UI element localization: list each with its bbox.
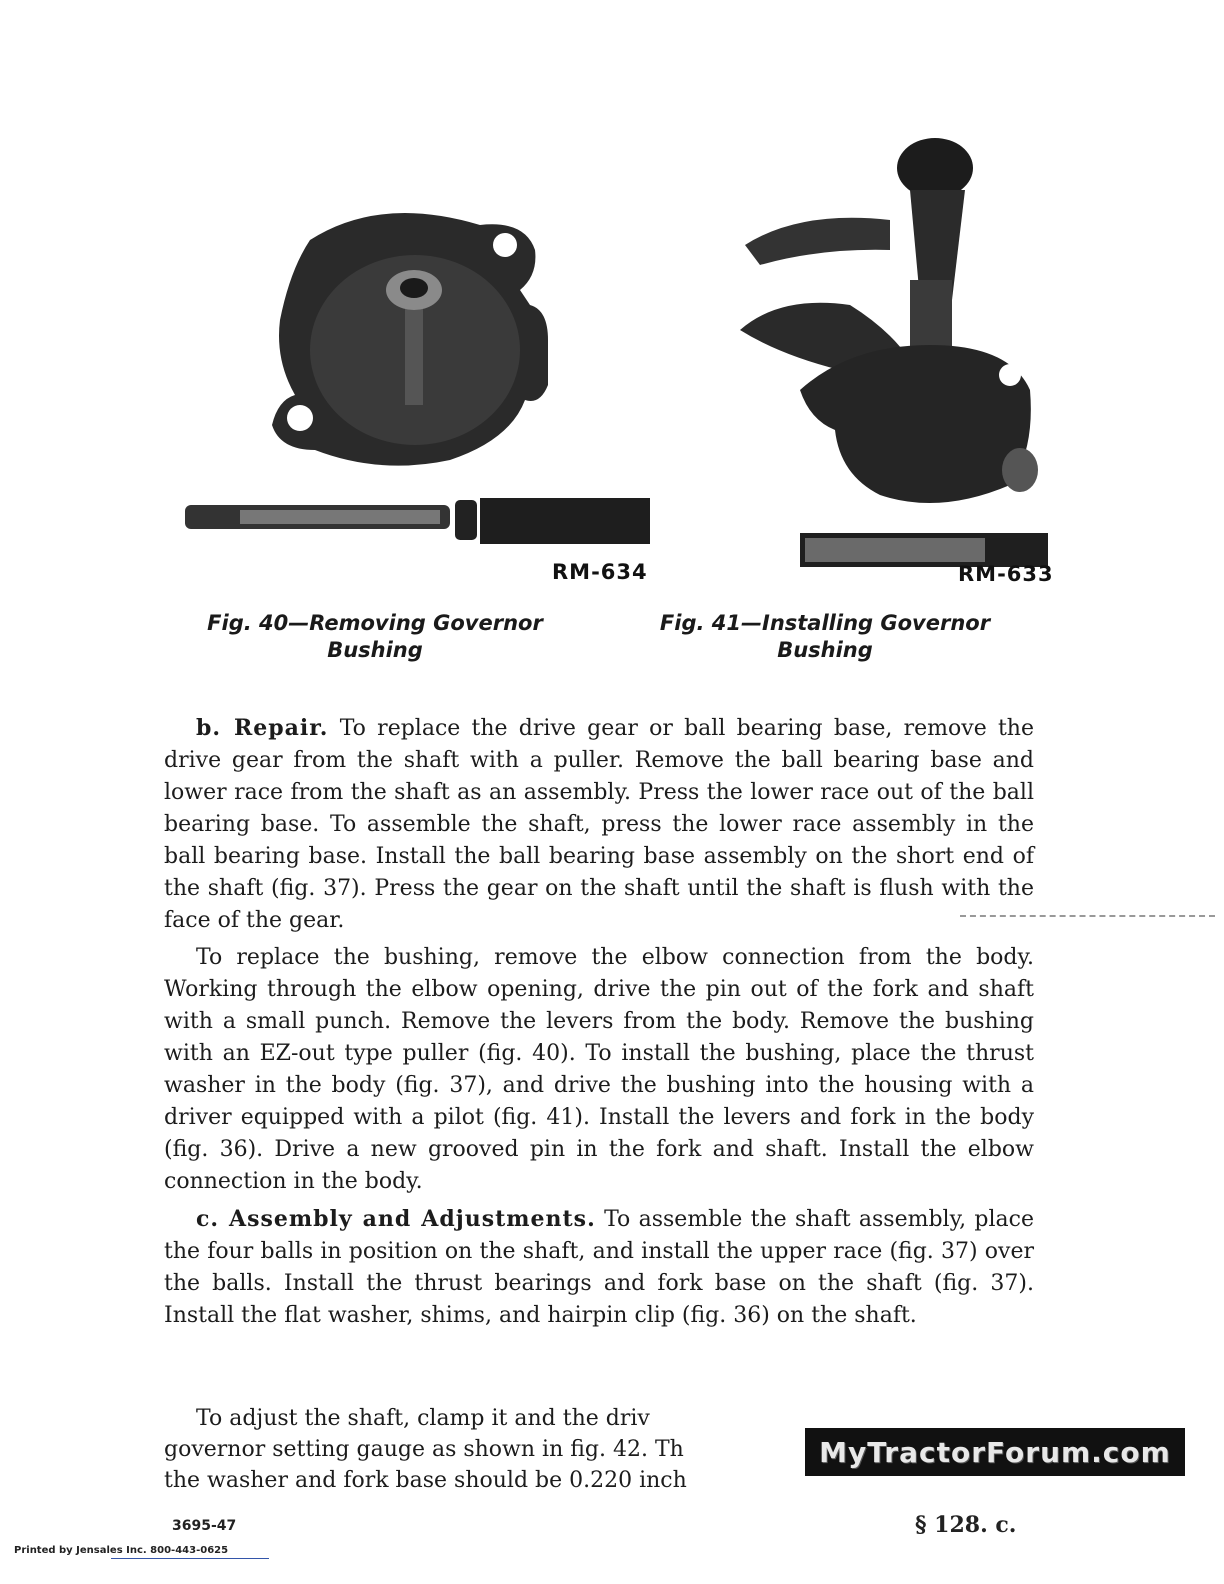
figure-40-caption-line1: Fig. 40—Removing Governor bbox=[207, 611, 543, 635]
figure-41-caption-line1: Fig. 41—Installing Governor bbox=[659, 611, 991, 635]
bushing-paragraph: To replace the bushing, remove the elbow connection from the body. Working through the elbow opening, drive the pin out of the fork and shaft with a small punch. Remove the levers from the body. Remove the bushing with an EZ-out type puller (fig. 40). To install the bushing, place the thrust washer in the body (fig. 37), and drive the bushing into the housing with a driver equipped with a pilot (fig. 41). Install the levers and fork in the body (fig. 36). Drive a new grooved pin in the fork and shaft. Install the elbow connection in the body. bbox=[164, 945, 1034, 1194]
repair-paragraph bbox=[164, 712, 1034, 937]
watermark-text: MyTractorForum.com bbox=[819, 1435, 1171, 1469]
repair-body: To replace the drive gear or ball bearing base, remove the drive gear from the shaft with a puller. Remove the ball bearing base and lower race from the shaft as an assembly. Press the lower race out of the ball bearing base. To assemble the shaft, press the lower race assembly in the ball bearing base. Install the ball bearing base assembly on the short end of the shaft (fig. 37). Press the gear on the shaft until the shaft is flush with the face of the gear. bbox=[164, 716, 1034, 933]
adjust-line-2: governor setting gauge as shown in fig. 42. Th bbox=[164, 1437, 684, 1462]
assembly-body: To assemble the shaft assembly, place the four balls in position on the shaft, and install the upper race (fig. 37) over the balls. Install the thrust bearings and fork base on the shaft (fig. 37). Install the flat washer, shims, and hairpin clip (fig. 36) on the shaft. bbox=[164, 1207, 1034, 1328]
printed-by: Printed by Jensales Inc. 800-443-0625 bbox=[14, 1545, 229, 1556]
figure-40-code: RM-634 bbox=[552, 560, 648, 584]
figure-41-photo bbox=[740, 130, 1050, 570]
assembly-heading: c. Assembly and Adjustments. bbox=[196, 1206, 596, 1232]
doc-number: 3695-47 bbox=[172, 1518, 237, 1534]
printed-by-rule bbox=[111, 1558, 269, 1559]
body-text bbox=[164, 712, 1034, 1337]
repair-heading: b. Repair. bbox=[196, 715, 329, 741]
figure-41-caption bbox=[620, 610, 1030, 664]
assembly-paragraph bbox=[164, 1203, 1034, 1332]
figure-40-caption-line2: Bushing bbox=[327, 638, 423, 662]
figure-40-caption bbox=[170, 610, 580, 664]
figure-41-caption-line2: Bushing bbox=[777, 638, 873, 662]
adjust-line-3: the washer and fork base should be 0.220 inch bbox=[164, 1468, 687, 1493]
figure-41-code: RM-633 bbox=[958, 562, 1054, 586]
adjust-paragraph bbox=[164, 1403, 784, 1496]
figure-40-photo bbox=[180, 200, 655, 555]
section-number: § 128. c. bbox=[915, 1512, 1017, 1538]
watermark-logo bbox=[805, 1428, 1185, 1476]
adjust-line-1: To adjust the shaft, clamp it and the driv bbox=[196, 1406, 650, 1431]
scan-artifact-dashes bbox=[960, 915, 1215, 917]
